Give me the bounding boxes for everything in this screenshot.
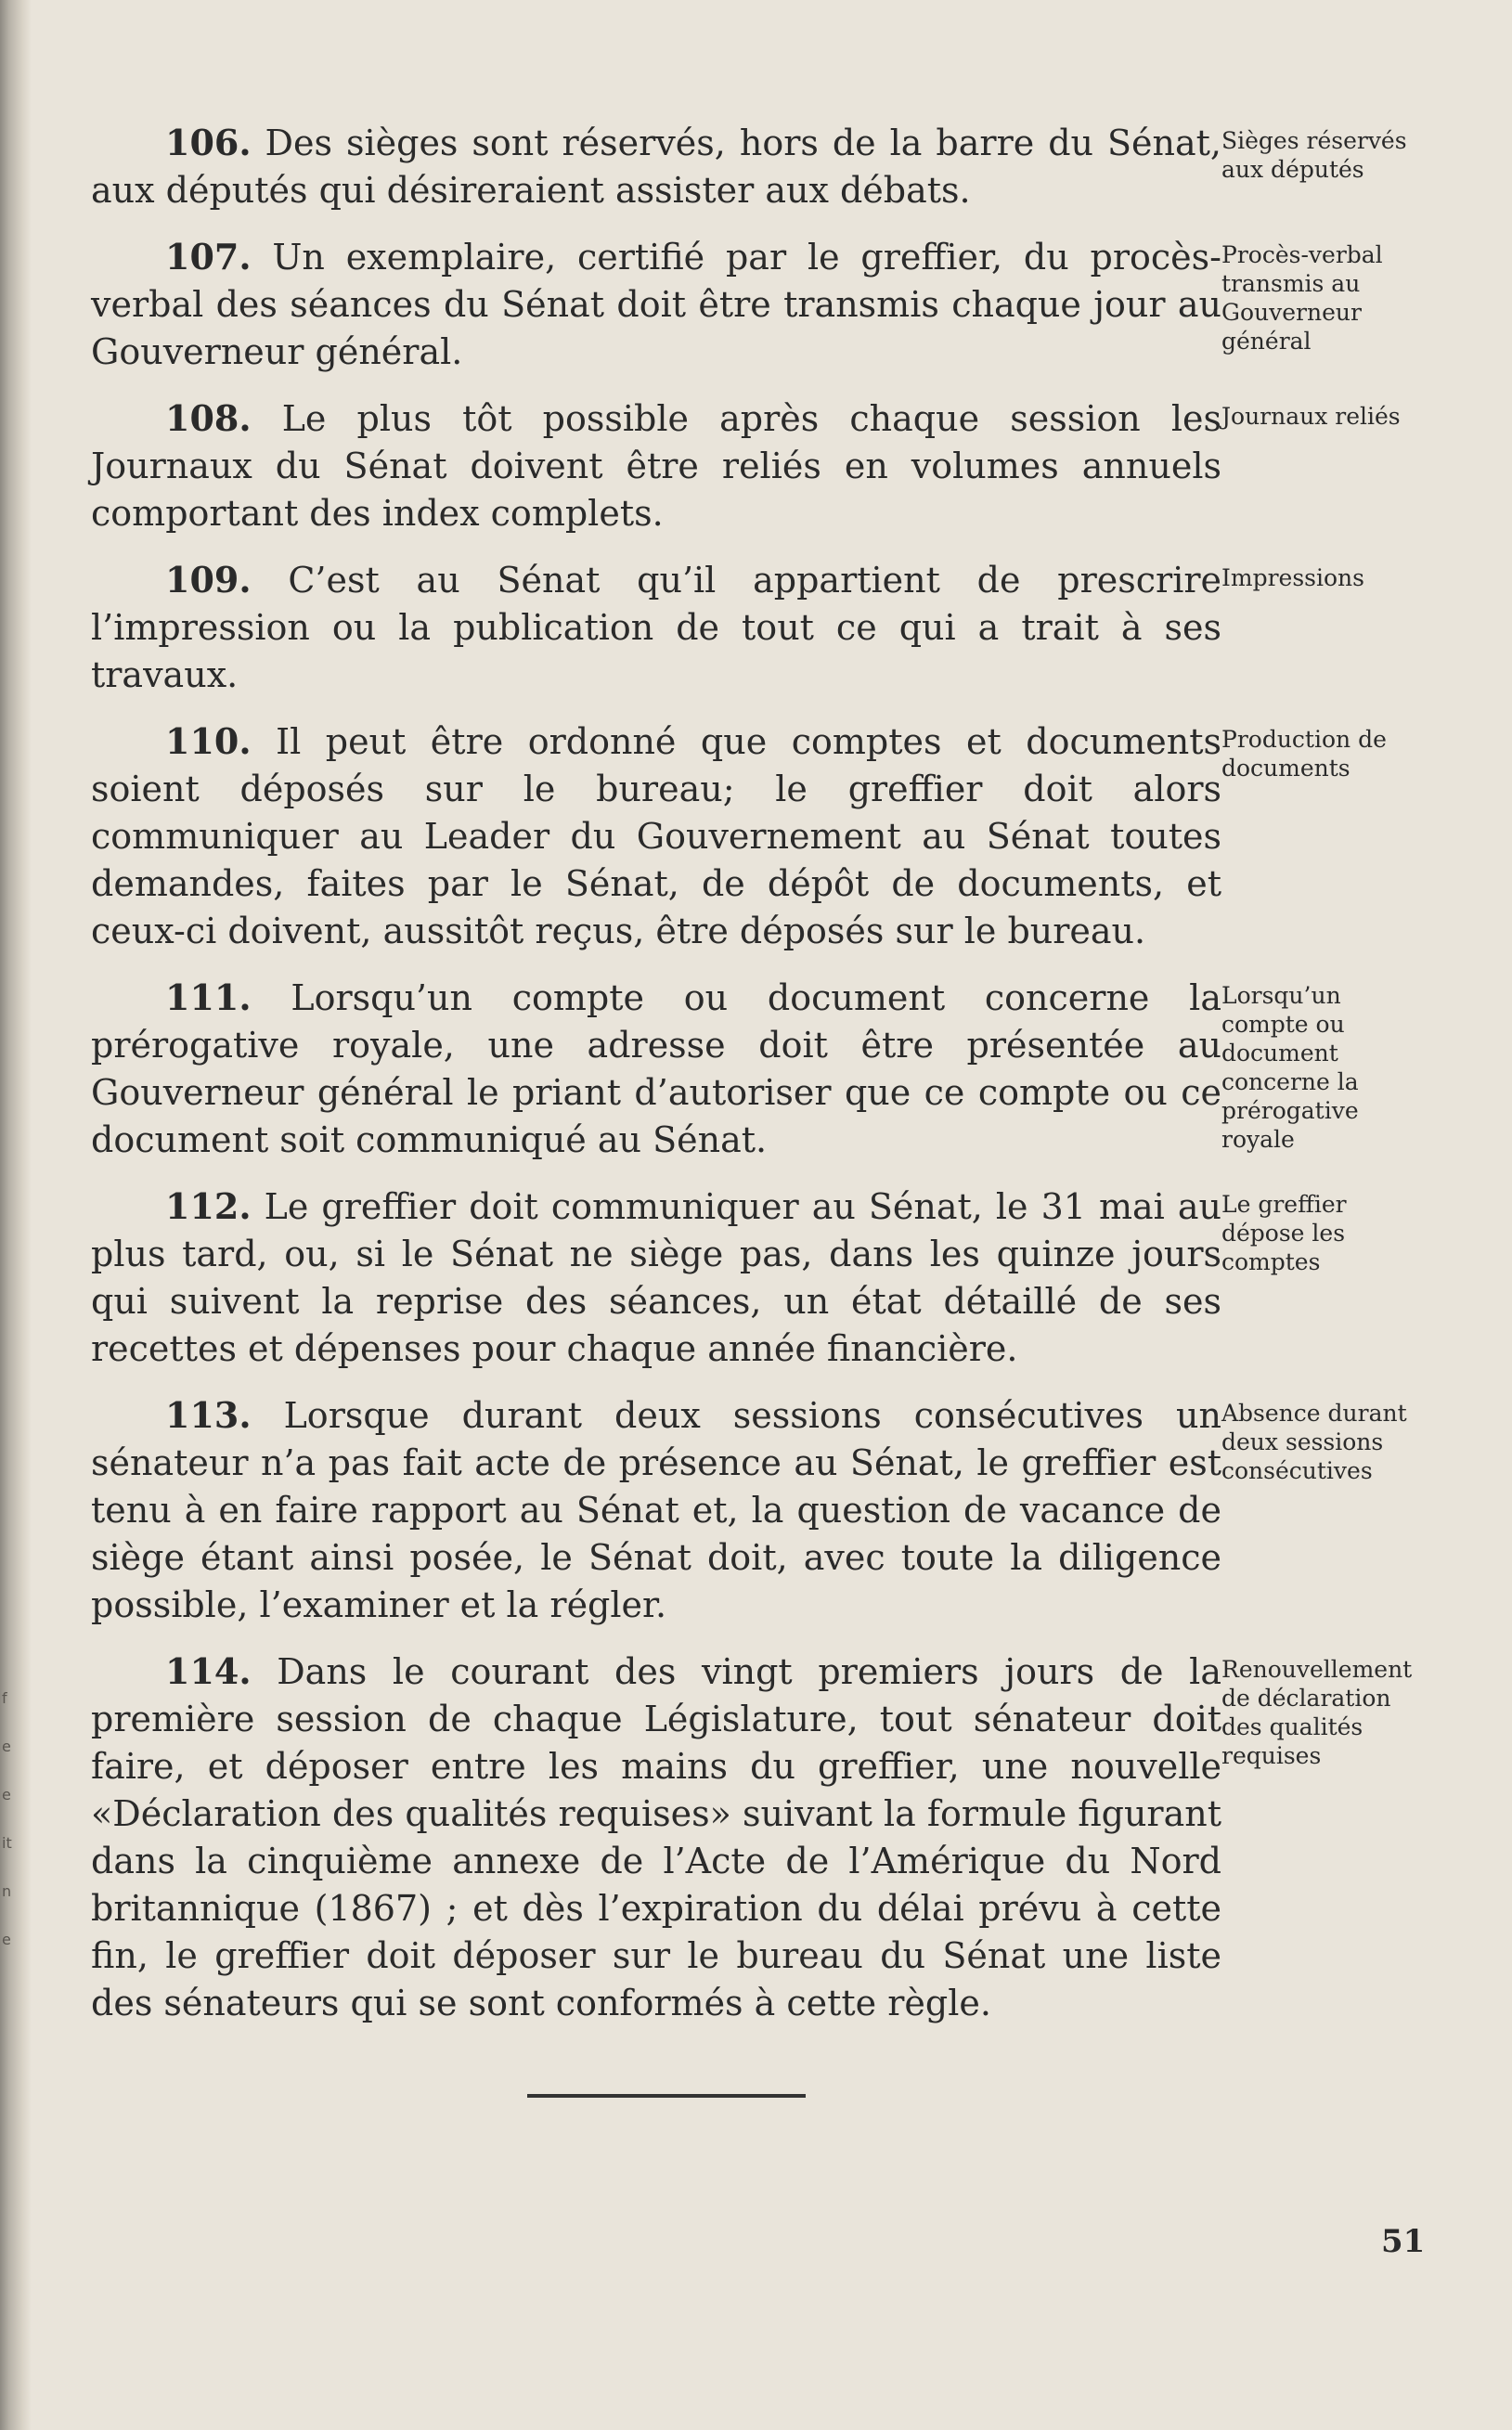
article-number: 111. bbox=[165, 976, 252, 1018]
article-text: Lorsque durant deux sessions consécutives un sénateur n’a pas fait acte de présence au Sénat, le greffier est tenu à en faire rapport au Sénat et, la question de vacance de siège étant ainsi posée, le Sénat doit, avec toute la diligence possible, l’examiner et la régler. bbox=[91, 1395, 1221, 1625]
article-text: Dans le courant des vingt premiers jours de la première session de chaque Législature, tout sénateur doit faire, et déposer entre les mains du greffier, une nouvelle «Déclaration des qualités requises» suivant la formule figurant dans la cinquième annexe de l’Acte de l’Amérique du Nord britannique (1867) ; et dès l’expiration du délai prévu à cette fin, le greffier doit déposer sur le bureau du Sénat une liste des sénateurs qui se sont conformés à cette règle. bbox=[91, 1651, 1221, 2023]
facing-page-letters bbox=[2, 1689, 19, 1979]
margin-note: Journaux reliés bbox=[1221, 403, 1401, 430]
article-110 bbox=[91, 717, 1420, 955]
margin-note: Sièges réservés aux députés bbox=[1221, 127, 1407, 183]
article-text: Le greffier doit communiquer au Sénat, le 31 mai au plus tard, ou, si le Sénat ne siège pas, dans les quinze jours qui suivent la reprise des séances, un état détaillé de ses recettes et dépenses pour chaque année financière. bbox=[91, 1186, 1221, 1369]
article-109 bbox=[91, 556, 1420, 699]
article-108 bbox=[91, 394, 1420, 537]
article-number: 112. bbox=[165, 1185, 252, 1227]
rules-text bbox=[91, 119, 1420, 2046]
article-text: Il peut être ordonné que comptes et documents soient déposés sur le bureau; le greffier doit alors communiquer au Leader du Gouvernement au Sénat toutes demandes, faites par le Sénat, de dépôt de documents, et ceux-ci doivent, aussitôt reçus, être déposés sur le bureau. bbox=[91, 721, 1221, 951]
margin-note: Procès-verbal transmis au Gouverneur général bbox=[1221, 241, 1383, 355]
article-text: C’est au Sénat qu’il appartient de prescrire l’impression ou la publication de tout ce qui a trait à ses travaux. bbox=[91, 560, 1221, 695]
article-body bbox=[91, 233, 1221, 376]
article-114 bbox=[91, 1648, 1420, 2027]
article-text: Lorsqu’un compte ou document concerne la prérogative royale, une adresse doit être présentée au Gouverneur général le priant d’autoriser que ce compte ou ce document soit communiqué au Sénat. bbox=[91, 977, 1221, 1160]
margin-note: Renouvellement de déclaration des qualités requises bbox=[1221, 1656, 1413, 1769]
article-106 bbox=[91, 119, 1420, 214]
edge-letter: it bbox=[2, 1834, 12, 1852]
article-number: 113. bbox=[165, 1394, 252, 1436]
article-number: 110. bbox=[165, 720, 252, 762]
article-111 bbox=[91, 974, 1420, 1164]
article-number: 114. bbox=[165, 1650, 252, 1692]
article-number: 109. bbox=[165, 559, 252, 601]
edge-letter: e bbox=[2, 1786, 11, 1803]
article-body bbox=[91, 556, 1221, 699]
closing-rule bbox=[527, 2094, 806, 2098]
edge-letter: e bbox=[2, 1931, 11, 1948]
article-112 bbox=[91, 1183, 1420, 1373]
article-body bbox=[91, 974, 1221, 1164]
article-body bbox=[91, 1391, 1221, 1629]
article-number: 108. bbox=[165, 397, 252, 439]
margin-note: Le greffier dépose les comptes bbox=[1221, 1191, 1347, 1275]
article-body bbox=[91, 717, 1221, 955]
page-number: 51 bbox=[1381, 2223, 1426, 2260]
article-body bbox=[91, 1183, 1221, 1373]
edge-letter: f bbox=[2, 1689, 7, 1707]
article-text: Un exemplaire, certifié par le greffier, du procès-verbal des séances du Sénat doit être transmis chaque jour au Gouverneur général. bbox=[91, 237, 1221, 372]
margin-note: Absence durant deux sessions consécutives bbox=[1221, 1400, 1407, 1484]
article-107 bbox=[91, 233, 1420, 376]
article-number: 106. bbox=[165, 122, 252, 163]
article-body bbox=[91, 1648, 1221, 2027]
article-113 bbox=[91, 1391, 1420, 1629]
article-body bbox=[91, 394, 1221, 537]
article-text: Des sièges sont réservés, hors de la barre du Sénat, aux députés qui désireraient assister aux débats. bbox=[91, 123, 1221, 211]
edge-letter: n bbox=[2, 1882, 12, 1900]
article-text: Le plus tôt possible après chaque session les Journaux du Sénat doivent être reliés en volumes annuels comportant des index complets. bbox=[91, 398, 1221, 534]
article-body bbox=[91, 119, 1221, 214]
margin-note: Lorsqu’un compte ou document concerne la prérogative royale bbox=[1221, 982, 1359, 1153]
article-number: 107. bbox=[165, 236, 252, 278]
margin-note: Impressions bbox=[1221, 564, 1364, 591]
margin-note: Production de documents bbox=[1221, 726, 1387, 782]
page-binding-edge bbox=[0, 0, 32, 2430]
edge-letter: e bbox=[2, 1738, 11, 1755]
